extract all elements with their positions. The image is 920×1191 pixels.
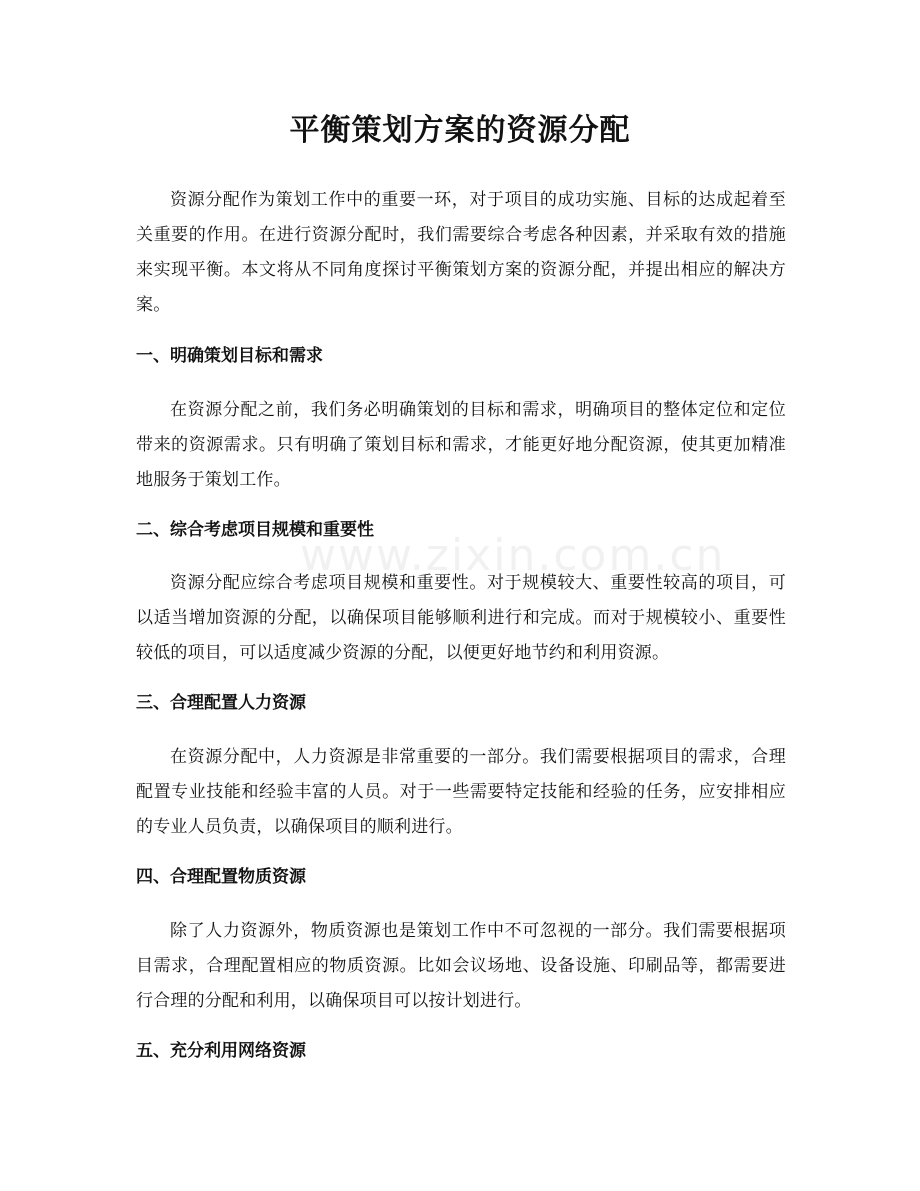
section-3-heading: 三、合理配置人力资源: [136, 693, 306, 713]
section-4-heading: 四、合理配置物质资源: [136, 867, 306, 887]
section-2-heading: 二、综合考虑项目规模和重要性: [136, 520, 374, 540]
section-5-heading: 五、充分利用网络资源: [136, 1041, 306, 1061]
section-3-body: 在资源分配中，人力资源是非常重要的一部分。我们需要根据项目的需求，合理配置专业技能和经验丰富的人员。对于一些需要特定技能和经验的任务，应安排相应的专业人员负责，以确保项目的顺利进行。: [136, 747, 786, 837]
section-1-heading: 一、明确策划目标和需求: [136, 346, 323, 366]
section-4-body: 除了人力资源外，物质资源也是策划工作中不可忽视的一部分。我们需要根据项目需求，合理配置相应的物质资源。比如会议场地、设备设施、印刷品等，都需要进行合理的分配和利用，以确保项目可以按计划进行。: [136, 921, 786, 1011]
document-title: 平衡策划方案的资源分配: [289, 113, 631, 148]
intro-paragraph: 资源分配作为策划工作中的重要一环，对于项目的成功实施、目标的达成起着至关重要的作用。在进行资源分配时，我们需要综合考虑各种因素，并采取有效的措施来实现平衡。本文将从不同角度探讨平衡策划方案的资源分配，并提出相应的解决方案。: [136, 190, 786, 315]
section-2-body: 资源分配应综合考虑项目规模和重要性。对于规模较大、重要性较高的项目，可以适当增加资源的分配，以确保项目能够顺利进行和完成。而对于规模较小、重要性较低的项目，可以适度减少资源的分配，以便更好地节约和利用资源。: [136, 573, 786, 663]
section-1-body: 在资源分配之前，我们务必明确策划的目标和需求，明确项目的整体定位和定位带来的资源需求。只有明确了策划目标和需求，才能更好地分配资源，使其更加精准地服务于策划工作。: [136, 400, 786, 490]
watermark: www.zixin.com.cn: [300, 530, 726, 581]
